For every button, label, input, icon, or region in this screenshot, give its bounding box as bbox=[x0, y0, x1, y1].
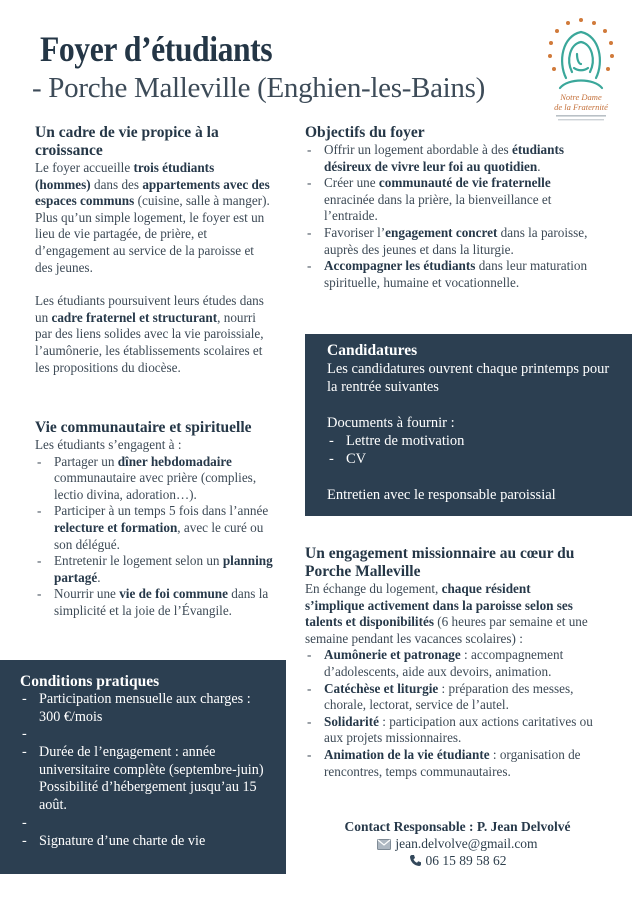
conditions-heading: Conditions pratiques bbox=[20, 673, 160, 690]
list-item: - Participer à un temps 5 fois dans l’année relecture et formation, avec le curé ou son délégué. bbox=[35, 503, 273, 553]
section-cadre bbox=[35, 124, 273, 376]
envelope-icon bbox=[377, 839, 391, 850]
vie-list bbox=[35, 454, 273, 620]
logo-line1: Notre Dame bbox=[560, 92, 602, 102]
cadre-paragraph-2: Les étudiants poursuivent leurs études dans un cadre fraternel et structurant, nourri par des liens solides avec la vie paroissiale, l’aumônerie, les établissements scolaires et les propositions du diocèse. bbox=[35, 293, 264, 375]
documents-label: Documents à fournir : bbox=[327, 415, 455, 431]
phone-icon bbox=[409, 854, 422, 867]
objectifs-list bbox=[305, 142, 593, 291]
list-item: - CV bbox=[327, 450, 610, 468]
cadre-heading: Un cadre de vie propice à la croissance bbox=[35, 124, 219, 159]
notre-dame-logo bbox=[544, 16, 618, 124]
list-item: - Accompagner les étudiants dans leur maturation spirituelle, humaine et vocationnelle. bbox=[305, 258, 593, 291]
spacer bbox=[20, 815, 266, 833]
list-item: - Animation de la vie étudiante : organisation de rencontres, temps communautaires. bbox=[305, 747, 593, 780]
contact-email[interactable]: jean.delvolve@gmail.com bbox=[395, 836, 538, 851]
contact-phone-row[interactable] bbox=[305, 852, 610, 869]
page-subtitle: - Porche Malleville (Enghien-les-Bains) bbox=[32, 72, 485, 104]
list-item: - Aumônerie et patronage : accompagnement d’adolescents, aide aux devoirs, animation. bbox=[305, 647, 593, 680]
vie-heading: Vie communautaire et spirituelle bbox=[35, 419, 252, 436]
cadre-paragraph-1: Le foyer accueille trois étudiants (hommes) dans des appartements avec des espaces communs (cuisine, salle à manger). Plus qu’un simple logement, le foyer est un lieu de vie partagée, de prière, et d’engagement au service de la paroisse et des jeunes. bbox=[35, 160, 270, 275]
contact-email-row[interactable] bbox=[305, 835, 610, 852]
list-item: - Lettre de motivation bbox=[327, 432, 610, 450]
vie-intro: Les étudiants s’engagent à : bbox=[35, 437, 182, 452]
candidatures-line: Les candidatures ouvrent chaque printemps pour la rentrée suivantes bbox=[327, 361, 610, 395]
candidatures-panel bbox=[305, 334, 632, 516]
contact-phone[interactable]: 06 15 89 58 62 bbox=[425, 853, 507, 868]
list-item: - Partager un dîner hebdomadaire communautaire avec prière (complies, lectio divina, adoration…). bbox=[35, 454, 273, 504]
list-item: - Catéchèse et liturgie : préparation des messes, chorale, lectorat, service de l’autel. bbox=[305, 681, 593, 714]
list-item: - Entretenir le logement selon un planning partagé. bbox=[35, 553, 273, 586]
conditions-list bbox=[20, 691, 266, 850]
list-item: - Participation mensuelle aux charges : 300 €/mois bbox=[20, 691, 266, 726]
contact-heading: Contact Responsable : P. Jean Delvolvé bbox=[344, 819, 571, 834]
entretien-line: Entretien avec le responsable paroissial bbox=[327, 487, 556, 503]
engagement-heading: Un engagement missionnaire au cœur du Porche Malleville bbox=[305, 545, 575, 580]
list-item: - Favoriser l’engagement concret dans la paroisse, auprès des jeunes et dans la liturgie. bbox=[305, 225, 593, 258]
candidatures-heading: Candidatures bbox=[327, 342, 418, 359]
list-item: - Offrir un logement abordable à des étudiants désireux de vivre leur foi au quotidien. bbox=[305, 142, 593, 175]
contact-block bbox=[305, 818, 610, 869]
section-objectifs bbox=[305, 124, 593, 291]
spacer bbox=[20, 726, 266, 744]
engagement-list bbox=[305, 647, 593, 780]
documents-list bbox=[327, 432, 610, 468]
section-vie bbox=[35, 419, 273, 620]
list-item: - Solidarité : participation aux actions caritatives ou aux projets missionnaires. bbox=[305, 714, 593, 747]
list-item: - Durée de l’engagement : année universitaire complète (septembre-juin) Possibilité d’hébergement jusqu’au 15 août. bbox=[20, 744, 266, 814]
objectifs-heading: Objectifs du foyer bbox=[305, 124, 425, 141]
engagement-intro: En échange du logement, chaque résident s’implique activement dans la paroisse selon ses talents et disponibilités (6 heures par semaine et une semaine pendant les vacances scolaires) : bbox=[305, 581, 588, 646]
conditions-panel bbox=[0, 660, 286, 874]
list-item: - Nourrir une vie de foi commune dans la simplicité et la joie de l’Évangile. bbox=[35, 586, 273, 619]
logo-line2: de la Fraternité bbox=[554, 102, 608, 112]
list-item: - Signature d’une charte de vie bbox=[20, 833, 266, 851]
list-item: - Créer une communauté de vie fraternelle enracinée dans la prière, la bienveillance et l’entraide. bbox=[305, 175, 593, 225]
page-title: Foyer d’étudiants bbox=[40, 29, 273, 69]
section-engagement bbox=[305, 545, 593, 780]
